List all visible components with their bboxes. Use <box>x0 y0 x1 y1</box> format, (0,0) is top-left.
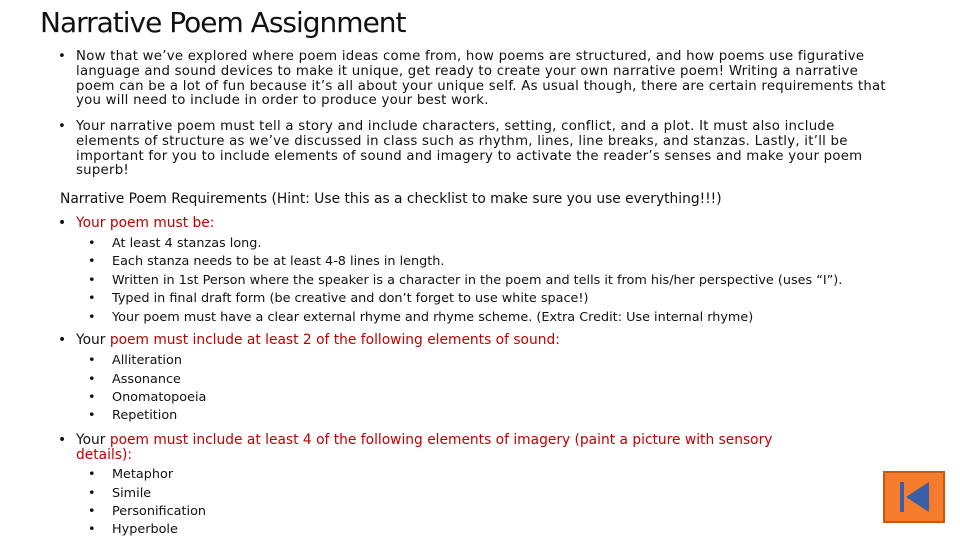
list-item <box>88 486 151 501</box>
list-item-text: Typed in final draft form (be creative and don’t forget to use white space!) <box>112 291 589 306</box>
section-heading-must-be <box>58 216 858 231</box>
list-item-text: Written in 1st Person where the speaker is a character in the poem and tells it from his/her perspective (uses “I”). <box>112 273 843 288</box>
bullet-marker: • <box>88 372 96 387</box>
list-item <box>88 254 444 269</box>
bullet-marker: • <box>88 467 96 482</box>
list-item <box>88 467 173 482</box>
bullet-marker: • <box>88 408 96 423</box>
first-slide-button[interactable] <box>883 471 945 523</box>
intro-bullet-text: Now that we’ve explored where poem ideas come from, how poems are structured, and how poems use figurative language and sound devices to make it unique, get ready to create your own narrative poem! Writing a narrative poem can be a lot of fun because it’s all about your unique self. As usual though, there are certain requirements that you will need to include in order to produce your best work. <box>76 49 886 109</box>
bullet-marker: • <box>88 522 96 537</box>
bullet-marker: • <box>88 236 96 251</box>
list-item <box>88 291 589 306</box>
bullet-marker: • <box>58 332 67 348</box>
list-item-text: Onomatopoeia <box>112 390 207 405</box>
list-item <box>88 390 206 405</box>
bullet-marker: • <box>58 119 67 134</box>
list-item <box>88 353 182 368</box>
bullet-marker: • <box>58 215 67 231</box>
list-item-text: Metaphor <box>112 467 174 482</box>
list-item <box>88 504 206 519</box>
list-item <box>88 522 178 537</box>
first-slide-icon <box>885 473 943 521</box>
list-item <box>88 310 753 325</box>
list-item-text: Hyperbole <box>112 522 178 537</box>
list-item-text: Each stanza needs to be at least 4-8 lines in length. <box>112 254 445 269</box>
bullet-marker: • <box>88 486 96 501</box>
intro-bullet <box>58 50 888 109</box>
list-item-text: Repetition <box>112 408 178 423</box>
bullet-marker: • <box>88 310 96 325</box>
list-item <box>88 408 177 423</box>
list-item <box>88 372 181 387</box>
bullet-marker: • <box>88 254 96 269</box>
bullet-marker: • <box>88 353 96 368</box>
intro-bullet <box>58 120 888 179</box>
section-heading-text: poem must include at least 4 of the following elements of imagery (paint a picture with sensory details): <box>76 432 773 463</box>
section-lead: Your <box>76 215 106 231</box>
bullet-marker: • <box>88 291 96 306</box>
page-title: Narrative Poem Assignment <box>40 6 406 39</box>
list-item-text: At least 4 stanzas long. <box>112 236 262 251</box>
section-heading-text: poem must include at least 2 of the following elements of sound: <box>109 332 560 348</box>
section-heading-imagery <box>58 433 828 463</box>
section-heading-text: poem must be: <box>109 215 215 231</box>
list-item-text: Personification <box>112 504 207 519</box>
bullet-marker: • <box>58 432 67 448</box>
section-lead: Your <box>76 332 106 348</box>
list-item <box>88 273 842 288</box>
list-item-text: Assonance <box>112 372 181 387</box>
section-heading-sound <box>58 333 858 348</box>
bullet-marker: • <box>88 273 96 288</box>
list-item <box>88 236 261 251</box>
bullet-marker: • <box>58 49 67 64</box>
list-item-text: Simile <box>112 486 152 501</box>
list-item-text: Alliteration <box>112 353 182 368</box>
list-item-text: Your poem must have a clear external rhyme and rhyme scheme. (Extra Credit: Use internal rhyme) <box>112 310 754 325</box>
bullet-marker: • <box>88 390 96 405</box>
requirements-heading: Narrative Poem Requirements (Hint: Use this as a checklist to make sure you use everything!!!) <box>60 191 722 207</box>
section-lead: Your <box>76 432 106 448</box>
intro-bullet-text: Your narrative poem must tell a story and include characters, setting, conflict, and a plot. It must also include elements of structure as we’ve discussed in class such as rhythm, lines, line breaks, and stanzas. Lastly, it’ll be important for you to include elements of sound and imagery to activate the reader’s senses and make your poem superb! <box>76 119 863 179</box>
bullet-marker: • <box>88 504 96 519</box>
